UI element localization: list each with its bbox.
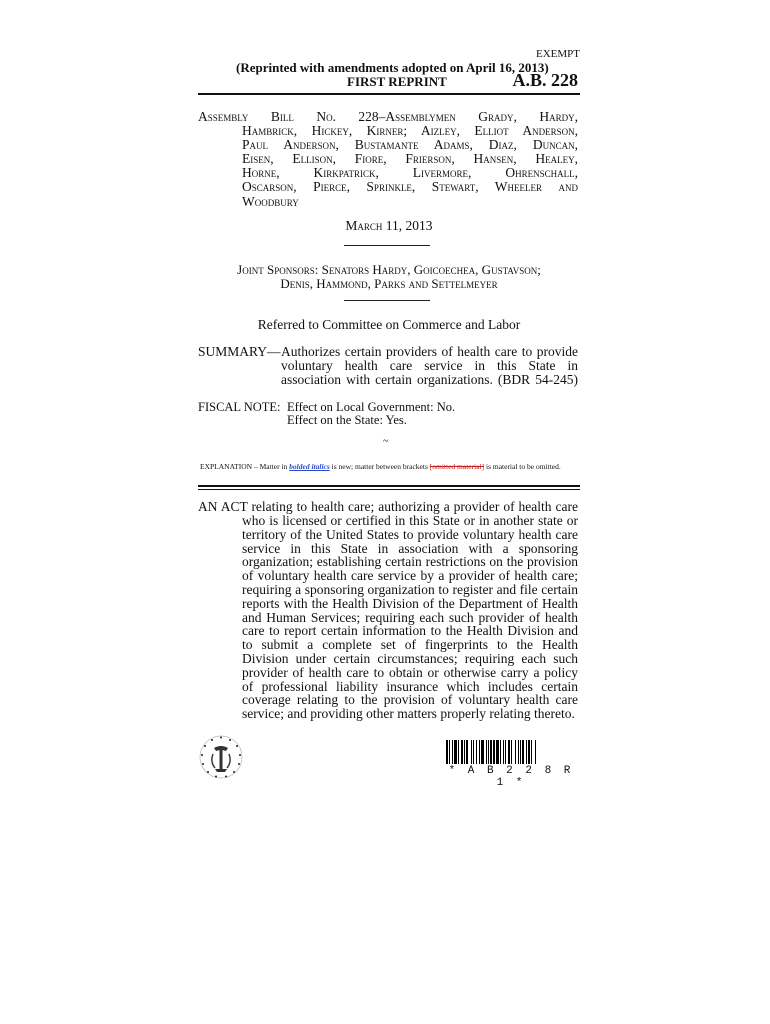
explanation-prefix: EXPLANATION – Matter in	[200, 462, 290, 471]
sponsors-rule	[344, 300, 430, 301]
reprint-note: (Reprinted with amendments adopted on April 16, 2013)	[236, 60, 549, 75]
explanation-note	[200, 462, 580, 471]
explanation-bold-italics: bolded italics	[289, 462, 330, 471]
act-line: requiring a sponsoring organization to register and file certain	[242, 581, 578, 597]
authors-line-1: Assembly Bill No. 228–Assemblymen Grady, Hardy,	[198, 109, 578, 124]
act-line: Division under certain circumstances; requiring each such	[242, 650, 578, 666]
tilde-mark: ~	[383, 436, 389, 447]
act-line-last: service; and providing other matters properly relating thereto.	[242, 706, 575, 722]
act-line: care to report certain information to the Health Division and	[242, 623, 578, 639]
act-line: reports with the Health Division of the Department of Health	[242, 595, 578, 611]
explanation-omitted: [omitted material]	[429, 462, 485, 471]
barcode-text: * A B 2 2 8 R 1 *	[448, 765, 574, 789]
exempt-label: EXEMPT	[536, 48, 580, 60]
explanation-suffix: is material to be omitted.	[484, 462, 561, 471]
act-line: of professional liability insurance which includes certain	[242, 678, 578, 694]
joint-sponsors-line-2: Denis, Hammond, Parks and Settelmeyer	[280, 276, 498, 291]
barcode-icon	[446, 740, 576, 764]
summary-line-1: Authorizes certain providers of health care to provide	[281, 344, 578, 359]
joint-sponsors-line-1: Joint Sponsors: Senators Hardy, Goicoechea, Gustavson;	[237, 262, 541, 277]
act-rule-top	[198, 485, 580, 487]
act-line-first: AN ACT relating to health care; authorizing a provider of health care	[198, 499, 578, 514]
summary-line-3: association with certain organizations. (BDR 54-245)	[281, 372, 578, 387]
authors-line-2: Hambrick, Hickey, Kirner; Aizley, Elliot Anderson,	[242, 123, 578, 138]
act-line: and Human Services; requiring each such provider of health	[242, 609, 578, 625]
header-rule	[198, 93, 580, 95]
summary-line-2: voluntary health care service in this State in	[281, 358, 578, 373]
act-line: of voluntary health care service by a provider of health care;	[242, 568, 578, 584]
act-line: organization; establishing certain restrictions on the provision	[242, 554, 578, 570]
bill-number: A.B. 228	[512, 70, 578, 90]
date-rule	[344, 245, 430, 246]
summary-label: SUMMARY—	[198, 344, 281, 359]
authors-line-5: Horne, Kirkpatrick, Livermore, Ohrenschall,	[242, 165, 578, 180]
act-body	[242, 514, 578, 721]
fiscal-note-label: FISCAL NOTE:	[198, 400, 281, 414]
authors-line-3: Paul Anderson, Bustamante Adams, Diaz, Duncan,	[242, 137, 578, 152]
bill-date: March 11, 2013	[345, 218, 433, 233]
act-line: who is licensed or certified in this State or in another state or	[242, 513, 578, 528]
act-line: to submit a complete set of fingerprints to the Health	[242, 637, 578, 653]
authors-line-6: Oscarson, Pierce, Sprinkle, Stewart, Wheeler and	[242, 179, 578, 194]
act-line: provider of health care to obtain or otherwise carry a policy	[242, 664, 578, 680]
act-rule-bottom	[198, 489, 580, 490]
fiscal-note-local: Effect on Local Government: No.	[287, 400, 456, 414]
first-reprint-label: FIRST REPRINT	[347, 74, 447, 89]
authors-line-7: Woodbury	[242, 194, 299, 209]
act-line: territory of the United States to provide voluntary health care	[242, 526, 578, 542]
act-line: coverage relating to the provision of voluntary health care	[242, 692, 578, 708]
committee-referral: Referred to Committee on Commerce and Labor	[257, 317, 521, 332]
authors-line-4: Eisen, Ellison, Fiore, Frierson, Hansen, Healey,	[242, 151, 578, 166]
state-seal-icon	[198, 734, 244, 780]
fiscal-note-state: Effect on the State: Yes.	[287, 413, 407, 427]
explanation-middle: is new; matter between brackets	[329, 462, 430, 471]
act-line: service in this State in association with a sponsoring	[242, 540, 578, 556]
